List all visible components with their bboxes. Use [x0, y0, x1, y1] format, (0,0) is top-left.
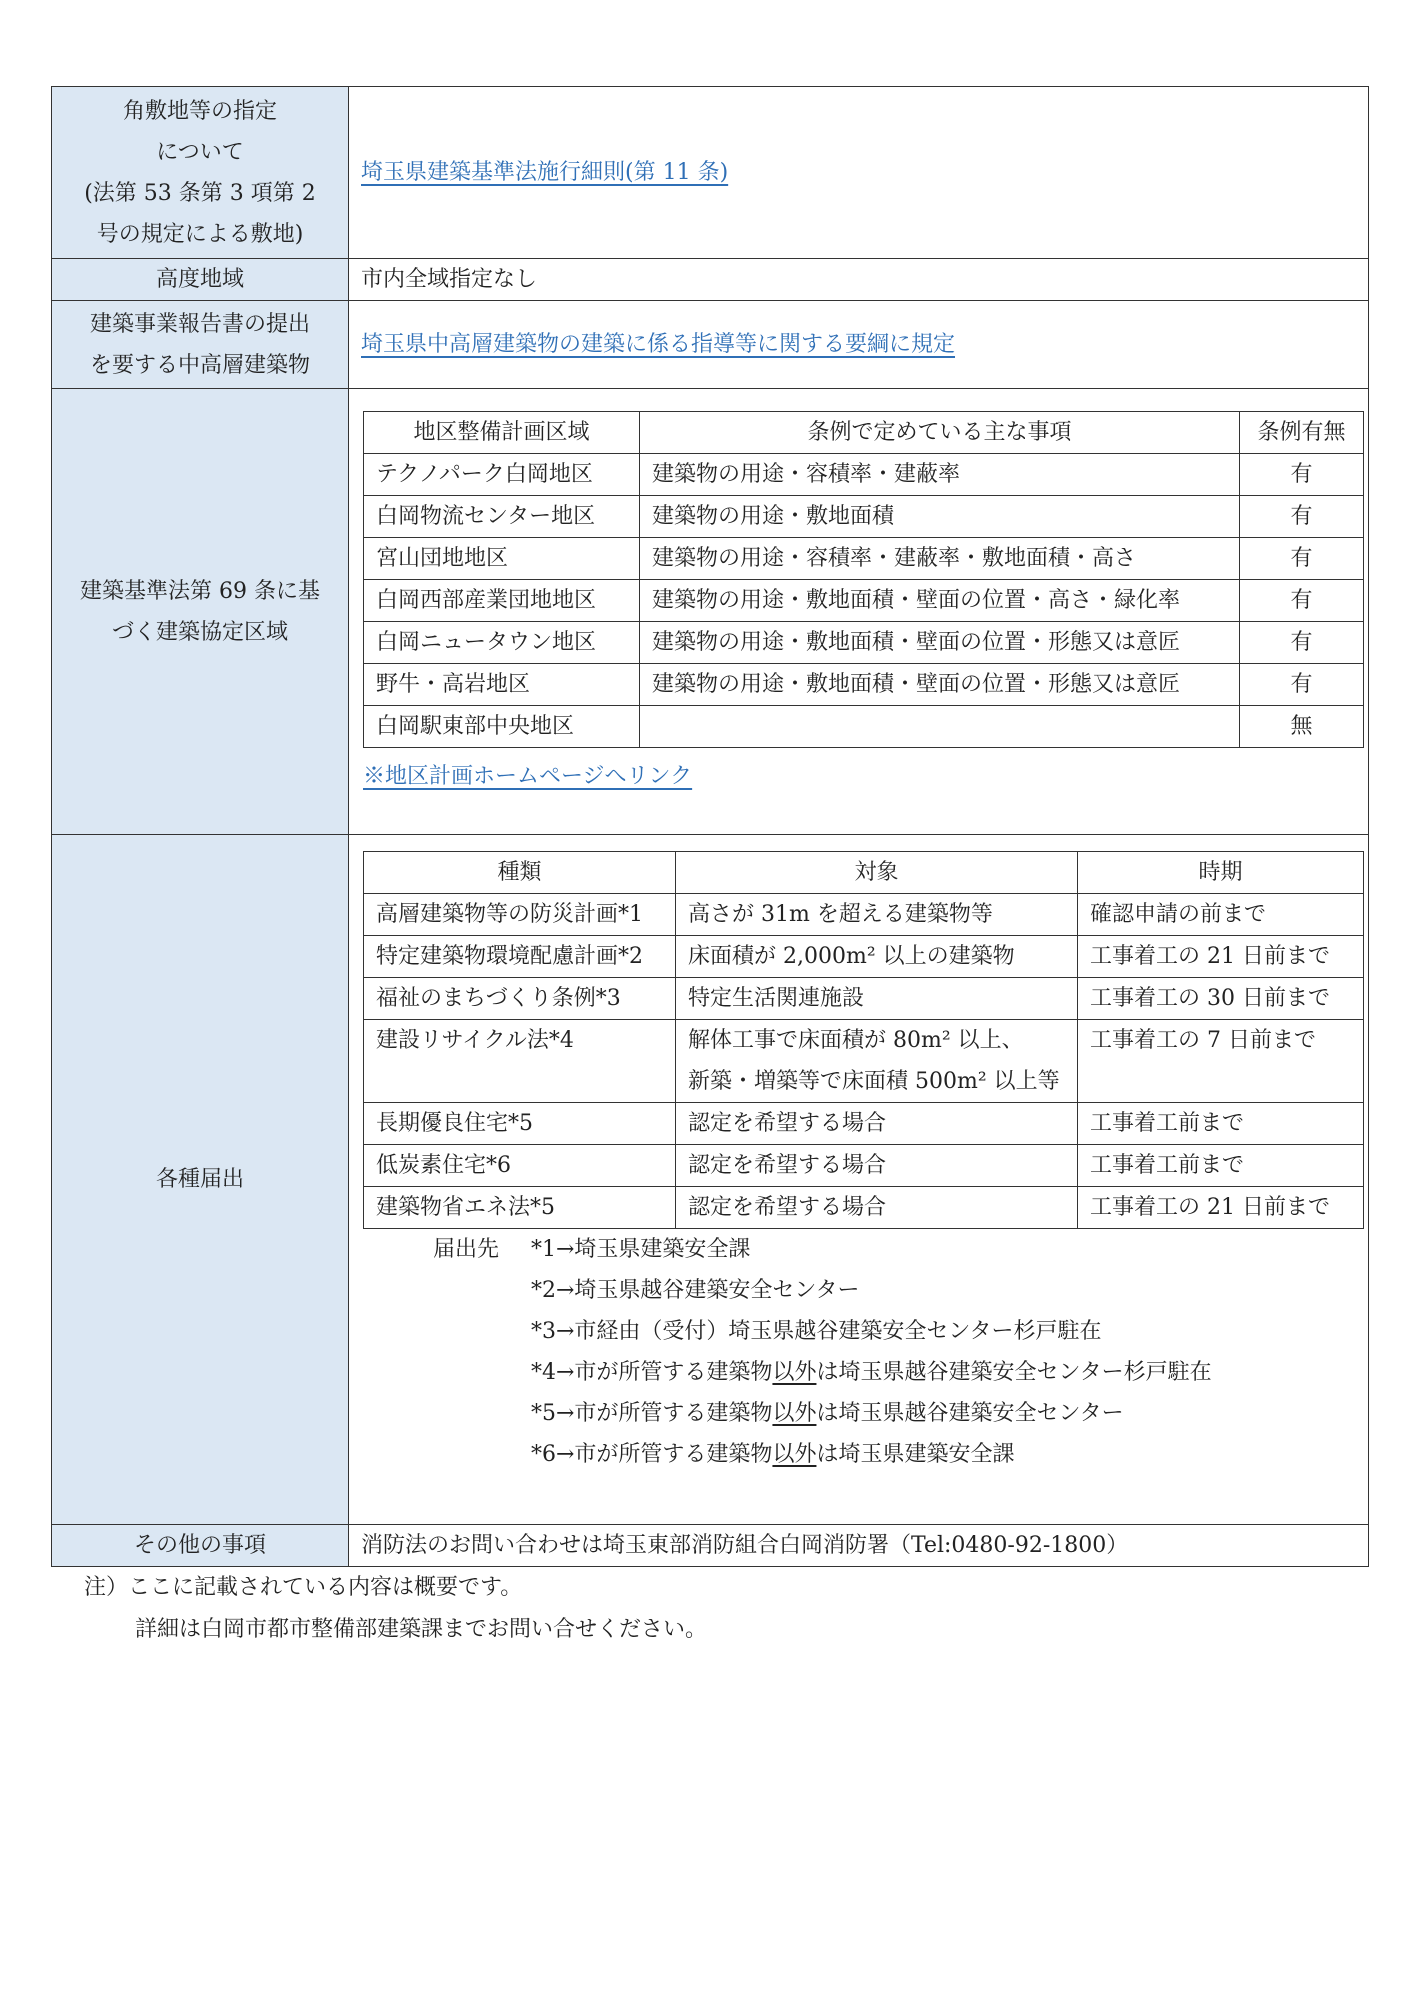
report-value: [349, 301, 1369, 389]
building-agreement-row: [52, 389, 1369, 835]
notification-target-cell: 認定を希望する場合: [676, 1187, 1078, 1229]
destination-text: *5→市が所管する建築物: [531, 1401, 773, 1426]
corner-lot-value: [349, 87, 1369, 259]
notification-row: [364, 1020, 1364, 1103]
notification-row: [364, 1145, 1364, 1187]
destination-item: [531, 1352, 1212, 1393]
destination-item: [531, 1434, 1014, 1475]
notification-target-cell: 解体工事で床面積が 80m² 以上、 新築・増築等で床面積 500m² 以上等: [676, 1020, 1078, 1103]
destination-text: *4→市が所管する建築物: [531, 1360, 773, 1385]
district-name-cell: 野牛・高岩地区: [364, 664, 640, 706]
notification-type-cell: 長期優良住宅*5: [364, 1103, 676, 1145]
notification-target-cell: 認定を希望する場合: [676, 1103, 1078, 1145]
timing-header: 時期: [1078, 852, 1364, 894]
other-value: 消防法のお問い合わせは埼玉東部消防組合白岡消防署（Tel:0480-92-1800）: [349, 1525, 1369, 1567]
district-name-cell: 白岡駅東部中央地区: [364, 706, 640, 748]
district-ordinance-cell: 有: [1240, 580, 1364, 622]
district-name-cell: 宮山団地地区: [364, 538, 640, 580]
destination-item: *3→市経由（受付）埼玉県越谷建築安全センター杉戸駐在: [531, 1319, 1102, 1344]
destination-text: *6→市が所管する建築物: [531, 1442, 773, 1467]
district-name-cell: 白岡物流センター地区: [364, 496, 640, 538]
notification-type-cell: 建設リサイクル法*4: [364, 1020, 676, 1103]
notification-type-cell: 特定建築物環境配慮計画*2: [364, 936, 676, 978]
notification-timing-cell: 工事着工前まで: [1078, 1103, 1364, 1145]
notification-target-cell: 認定を希望する場合: [676, 1145, 1078, 1187]
footnote-1: 注）ここに記載されている内容は概要です。: [84, 1575, 523, 1600]
district-row: [364, 496, 1364, 538]
district-ordinance-cell: 無: [1240, 706, 1364, 748]
district-items-cell: [640, 706, 1240, 748]
district-header: 地区整備計画区域: [364, 412, 640, 454]
info-table: [51, 86, 1369, 1567]
notification-timing-cell: 工事着工の 7 日前まで: [1078, 1020, 1364, 1103]
notification-row: [364, 1187, 1364, 1229]
notification-timing-cell: 工事着工の 30 日前まで: [1078, 978, 1364, 1020]
district-items-cell: 建築物の用途・敷地面積・壁面の位置・形態又は意匠: [640, 622, 1240, 664]
district-row: [364, 706, 1364, 748]
footnote-2: 詳細は白岡市都市整備部建築課までお問い合せください。: [135, 1617, 708, 1642]
district-plan-homepage-link[interactable]: ※地区計画ホームページへリンク: [363, 764, 693, 789]
notification-timing-cell: 工事着工の 21 日前まで: [1078, 936, 1364, 978]
district-ordinance-cell: 有: [1240, 622, 1364, 664]
notification-target-cell: 床面積が 2,000m² 以上の建築物: [676, 936, 1078, 978]
corner-lot-row: [52, 87, 1369, 259]
district-row: [364, 454, 1364, 496]
destination-item: *1→埼玉県建築安全課: [531, 1237, 751, 1262]
submission-destinations: [363, 1229, 1352, 1475]
notification-row: [364, 1103, 1364, 1145]
notification-type-cell: 福祉のまちづくり条例*3: [364, 978, 676, 1020]
destination-text: は埼玉県建築安全課: [816, 1442, 1015, 1467]
district-row: [364, 622, 1364, 664]
report-row: [52, 301, 1369, 389]
building-agreement-label: 建築基準法第 69 条に基 づく建築協定区域: [52, 389, 349, 835]
underlined-except: 以外: [772, 1442, 817, 1467]
saitama-building-rules-link[interactable]: 埼玉県建築基準法施行細則(第 11 条): [361, 160, 729, 185]
notifications-table: [363, 851, 1364, 1229]
underlined-except: 以外: [772, 1401, 817, 1426]
destination-item: *2→埼玉県越谷建築安全センター: [531, 1278, 860, 1303]
building-agreement-value: [349, 389, 1369, 835]
destination-label: 届出先: [433, 1237, 500, 1262]
notification-type-cell: 高層建築物等の防災計画*1: [364, 894, 676, 936]
mid-highrise-guideline-link[interactable]: 埼玉県中高層建築物の建築に係る指導等に関する要綱に規定: [361, 332, 956, 357]
corner-lot-label: 角敷地等の指定 について (法第 53 条第 3 項第 2 号の規定による敷地): [52, 87, 349, 259]
notification-timing-cell: 工事着工の 21 日前まで: [1078, 1187, 1364, 1229]
notification-timing-cell: 確認申請の前まで: [1078, 894, 1364, 936]
district-ordinance-cell: 有: [1240, 496, 1364, 538]
district-row: [364, 580, 1364, 622]
district-ordinance-cell: 有: [1240, 664, 1364, 706]
other-label: その他の事項: [52, 1525, 349, 1567]
district-items-cell: 建築物の用途・敷地面積・壁面の位置・高さ・緑化率: [640, 580, 1240, 622]
district-items-cell: 建築物の用途・容積率・建蔽率: [640, 454, 1240, 496]
destination-text: は埼玉県越谷建築安全センター: [816, 1401, 1124, 1426]
height-district-label: 高度地域: [52, 259, 349, 301]
notifications-row: [52, 835, 1369, 1525]
destination-text: は埼玉県越谷建築安全センター杉戸駐在: [816, 1360, 1212, 1385]
district-items-cell: 建築物の用途・敷地面積: [640, 496, 1240, 538]
district-name-cell: 白岡西部産業団地地区: [364, 580, 640, 622]
destination-item: [531, 1393, 1124, 1434]
notification-type-cell: 低炭素住宅*6: [364, 1145, 676, 1187]
district-row: [364, 538, 1364, 580]
height-district-value: 市内全域指定なし: [349, 259, 1369, 301]
district-name-cell: 白岡ニュータウン地区: [364, 622, 640, 664]
district-items-cell: 建築物の用途・敷地面積・壁面の位置・形態又は意匠: [640, 664, 1240, 706]
district-name-cell: テクノパーク白岡地区: [364, 454, 640, 496]
district-row: [364, 664, 1364, 706]
notification-timing-cell: 工事着工前まで: [1078, 1145, 1364, 1187]
items-header: 条例で定めている主な事項: [640, 412, 1240, 454]
district-ordinance-cell: 有: [1240, 538, 1364, 580]
underlined-except: 以外: [772, 1360, 817, 1385]
notification-type-cell: 建築物省エネ法*5: [364, 1187, 676, 1229]
notification-row: [364, 978, 1364, 1020]
notification-target-cell: 特定生活関連施設: [676, 978, 1078, 1020]
height-district-row: [52, 259, 1369, 301]
notification-row: [364, 936, 1364, 978]
type-header: 種類: [364, 852, 676, 894]
notification-row: [364, 894, 1364, 936]
notification-target-cell: 高さが 31m を超える建築物等: [676, 894, 1078, 936]
district-plan-table: [363, 411, 1364, 748]
target-header: 対象: [676, 852, 1078, 894]
notifications-label: 各種届出: [52, 835, 349, 1525]
notifications-value: [349, 835, 1369, 1525]
report-label: 建築事業報告書の提出 を要する中高層建築物: [52, 301, 349, 389]
district-items-cell: 建築物の用途・容積率・建蔽率・敷地面積・高さ: [640, 538, 1240, 580]
ordinance-header: 条例有無: [1240, 412, 1364, 454]
district-ordinance-cell: 有: [1240, 454, 1364, 496]
other-row: [52, 1525, 1369, 1567]
